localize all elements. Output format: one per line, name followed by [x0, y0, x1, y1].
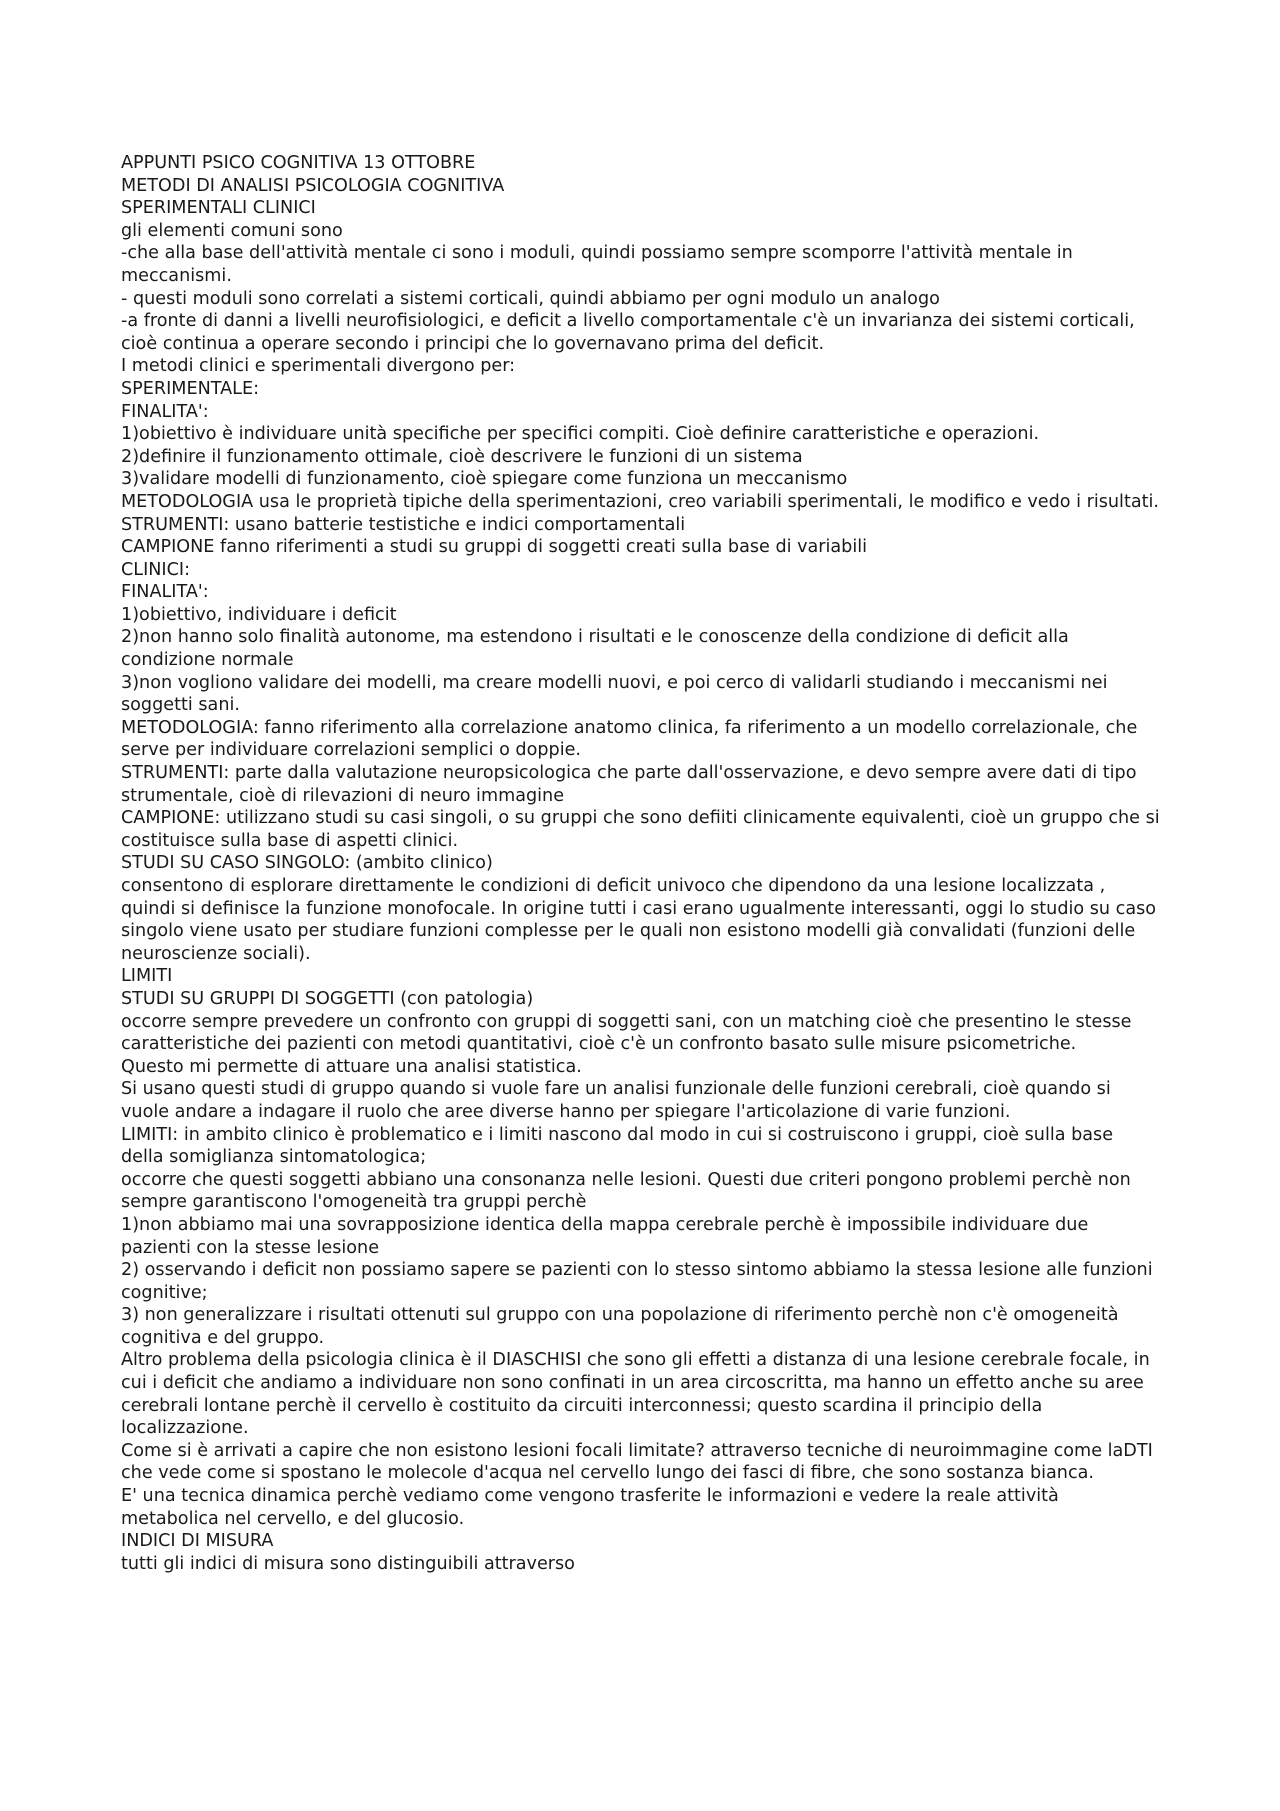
paragraph: CAMPIONE fanno riferimenti a studi su gruppi di soggetti creati sulla base di variabili: [121, 537, 868, 558]
paragraph: -a fronte di danni a livelli neurofisiologici, e deficit a livello comportamentale c'è un invarianza dei sistemi corticali, cioè continua a operare secondo i principi che lo governavano prima del deficit.: [121, 311, 1135, 354]
list-item: 1)obiettivo, individuare i deficit: [121, 604, 397, 625]
paragraph: gli elementi comuni sono: [121, 220, 343, 241]
paragraph: E' una tecnica dinamica perchè vediamo come vengono trasferite le informazioni e vedere la reale attività metabolica nel cervello, e del glucosio.: [121, 1486, 1059, 1529]
section-label-caso-singolo: STUDI SU CASO SINGOLO: (ambito clinico): [121, 853, 493, 874]
list-item: 3)non vogliono validare dei modelli, ma creare modelli nuovi, e poi cerco di validarli studiando i meccanismi nei soggetti sani.: [121, 672, 1108, 716]
list-item: 2)definire il funzionamento ottimale, cioè descrivere le funzioni di un sistema: [121, 446, 803, 467]
paragraph: Si usano questi studi di gruppo quando si vuole fare un analisi funzionale delle funzioni cerebrali, cioè quando si vuole andare a indagare il ruolo che aree diverse hanno per spiegare l'articolazione di varie funzioni.: [121, 1079, 1111, 1122]
paragraph: - questi moduli sono correlati a sistemi corticali, quindi abbiamo per ogni modulo un analogo: [121, 288, 940, 309]
list-item: 3) non generalizzare i risultati ottenuti sul gruppo con una popolazione di riferimento perchè non c'è omogeneità cognitiva e del gruppo.: [121, 1305, 1119, 1348]
section-label-clinici: CLINICI:: [121, 559, 191, 580]
section-label-finalita: FINALITA':: [121, 401, 209, 422]
heading-section: SPERIMENTALI CLINICI: [121, 198, 316, 219]
paragraph: occorre sempre prevedere un confronto con gruppi di soggetti sani, con un matching cioè che presentino le stesse caratteristiche dei pazienti con metodi quantitativi, cioè c'è un confronto basato sulle misure psicometriche.: [121, 1011, 1132, 1055]
paragraph: -che alla base dell'attività mentale ci sono i moduli, quindi possiamo sempre scomporre l'attività mentale in meccanismi.: [121, 243, 1073, 286]
section-label-gruppi: STUDI SU GRUPPI DI SOGGETTI (con patologia): [121, 988, 534, 1009]
list-item: 2)non hanno solo finalità autonome, ma estendono i risultati e le conoscenze della condizione di deficit alla condizione normale: [121, 627, 1069, 671]
paragraph: Come si è arrivati a capire che non esistono lesioni focali limitate? attraverso tecniche di neuroimmagine come laDTI che vede come si spostano le molecole d'acqua nel cervello lungo dei fasci di fibre, che sono sostanza bianca.: [121, 1440, 1153, 1484]
paragraph: consentono di esplorare direttamente le condizioni di deficit univoco che dipendono da una lesione localizzata , quindi si definisce la funzione monofocale. In origine tutti i casi erano ugualmente interessanti, oggi lo studio su caso singolo viene usato per studiare funzioni complesse per le quali non esistono modelli già convalidati (funzioni delle neuroscienze sociali).: [121, 876, 1157, 964]
paragraph: LIMITI: in ambito clinico è problematico e i limiti nascono dal modo in cui si costruiscono i gruppi, cioè sulla base della somiglianza sintomatologica;: [121, 1124, 1114, 1168]
paragraph: METODOLOGIA: fanno riferimento alla correlazione anatomo clinica, fa riferimento a un modello correlazionale, che serve per individuare correlazioni semplici o doppie.: [121, 717, 1138, 761]
heading-title: APPUNTI PSICO COGNITIVA 13 OTTOBRE: [121, 153, 476, 173]
paragraph: tutti gli indici di misura sono distinguibili attraverso: [121, 1553, 575, 1574]
section-label-sperimentale: SPERIMENTALE:: [121, 378, 260, 399]
paragraph: CAMPIONE: utilizzano studi su casi singoli, o su gruppi che sono defiiti clinicamente equivalenti, cioè un gruppo che si costituisce sulla base di aspetti clinici.: [121, 808, 1160, 851]
list-item: 3)validare modelli di funzionamento, cioè spiegare come funziona un meccanismo: [121, 469, 848, 490]
paragraph: occorre che questi soggetti abbiano una consonanza nelle lesioni. Questi due criteri pongono problemi perchè non sempre garantiscono l'omogeneità tra gruppi perchè: [121, 1169, 1131, 1213]
paragraph: METODOLOGIA usa le proprietà tipiche della sperimentazioni, creo variabili sperimentali, le modifico e vedo i risultati.: [121, 491, 1160, 512]
paragraph: Questo mi permette di attuare una analisi statistica.: [121, 1056, 582, 1077]
list-item: 1)obiettivo è individuare unità specifiche per specifici compiti. Cioè definire caratteristiche e operazioni.: [121, 424, 1040, 445]
paragraph: STRUMENTI: usano batterie testistiche e indici comportamentali: [121, 514, 686, 535]
paragraph: Altro problema della psicologia clinica è il DIASCHISI che sono gli effetti a distanza di una lesione cerebrale focale, in cui i deficit che andiamo a individuare non sono confinati in un area circoscritta, ma hanno un effetto anche su aree cerebrali lontane perchè il cervello è costituito da circuiti interconnessi; questo scardina il principio della localizzazione.: [121, 1350, 1150, 1439]
list-item: 2) osservando i deficit non possiamo sapere se pazienti con lo stesso sintomo abbiamo la stessa lesione alle funzioni cognitive;: [121, 1260, 1153, 1303]
section-label-finalita: FINALITA':: [121, 582, 209, 603]
paragraph: I metodi clinici e sperimentali divergono per:: [121, 356, 516, 377]
document-body: [121, 152, 1161, 1575]
paragraph: STRUMENTI: parte dalla valutazione neuropsicologica che parte dall'osservazione, e devo sempre avere dati di tipo strumentale, cioè di rilevazioni di neuro immagine: [121, 763, 1137, 806]
section-label-limiti: LIMITI: [121, 966, 173, 987]
section-label-indici: INDICI DI MISURA: [121, 1531, 274, 1552]
heading-subtitle: METODI DI ANALISI PSICOLOGIA COGNITIVA: [121, 175, 505, 196]
list-item: 1)non abbiamo mai una sovrapposizione identica della mappa cerebrale perchè è impossibile individuare due pazienti con la stesse lesione: [121, 1214, 1089, 1258]
